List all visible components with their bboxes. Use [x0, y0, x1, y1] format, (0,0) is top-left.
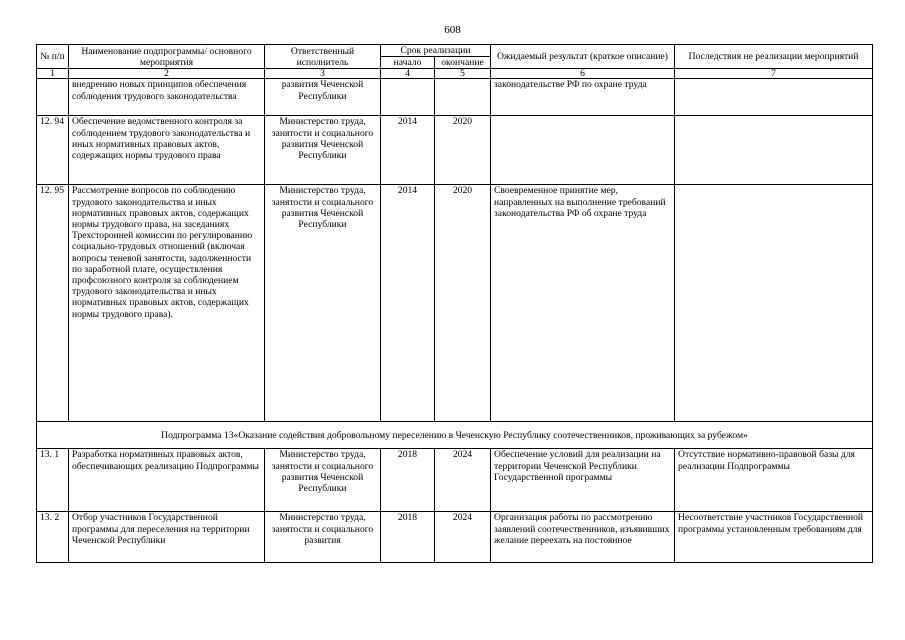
row-consequences: Отсутствие нормативно-правовой базы для реализации Подпрограммы	[675, 449, 873, 512]
header-name: Наименование подпрограммы/ основного мероприятия	[69, 45, 265, 69]
row-name: Обеспечение ведомственного контроля за соблюдением трудового законодательства и иных нормативных правовых актов, содержащих нормы трудового права	[69, 116, 265, 185]
row-number: 13. 1	[37, 449, 69, 512]
column-numbers-row	[37, 69, 873, 79]
row-name: Отбор участников Государственной программы для переселения на территории Чеченской Республики	[69, 512, 265, 563]
header-period: Срок реализации	[381, 45, 491, 57]
header-no: № п/п	[37, 45, 69, 69]
row-end: 2020	[435, 116, 491, 185]
row-consequences	[675, 116, 873, 185]
row-name: внедрению новых принципов обеспечения соблюдения трудового законодательства	[69, 79, 265, 116]
row-end	[435, 79, 491, 116]
row-result: Своевременное принятие мер, направленных на выполнение требований законодательства РФ об охране труда	[491, 185, 675, 422]
row-number: 13. 2	[37, 512, 69, 563]
row-start: 2018	[381, 512, 435, 563]
row-end: 2020	[435, 185, 491, 422]
column-number: 4	[381, 69, 435, 79]
table-row	[37, 449, 873, 512]
row-consequences: Несоответствие участников Государственной программы установленным требованиям для	[675, 512, 873, 563]
header-result: Ожидаемый результат (краткое описание)	[491, 45, 675, 69]
column-number: 2	[69, 69, 265, 79]
row-consequences	[675, 185, 873, 422]
column-number: 7	[675, 69, 873, 79]
row-start: 2014	[381, 116, 435, 185]
row-number	[37, 79, 69, 116]
table-row	[37, 79, 873, 116]
row-responsible: развития Чеченской Республики	[265, 79, 381, 116]
subprogram-row	[37, 422, 873, 449]
row-result: законодательстве РФ по охране труда	[491, 79, 675, 116]
row-result: Обеспечение условий для реализации на территории Чеченской Республики Государственной программы	[491, 449, 675, 512]
table-row	[37, 185, 873, 422]
row-name: Разработка нормативных правовых актов, обеспечивающих реализацию Подпрограммы	[69, 449, 265, 512]
header-consequences: Последствия не реализации мероприятий	[675, 45, 873, 69]
column-number: 5	[435, 69, 491, 79]
row-end: 2024	[435, 449, 491, 512]
header-end: окончание	[435, 57, 491, 69]
row-end: 2024	[435, 512, 491, 563]
program-table	[36, 44, 873, 563]
row-name: Рассмотрение вопросов по соблюдению трудового законодательства и иных нормативных правовых актов, содержащих нормы трудового права, на заседаниях Трехсторонней комиссии по регулированию социально-трудовых отношений (включая вопросы теневой занятости, задолженности по заработной плате, осуществления профсоюзного контроля за соблюдением трудового законодательства и иных нормативных правовых актов, содержащих нормы трудового права).	[69, 185, 265, 422]
row-consequences	[675, 79, 873, 116]
row-start: 2014	[381, 185, 435, 422]
table-row	[37, 116, 873, 185]
row-responsible: Министерство труда, занятости и социального развития	[265, 512, 381, 563]
column-number: 3	[265, 69, 381, 79]
row-number: 12. 94	[37, 116, 69, 185]
column-number: 6	[491, 69, 675, 79]
row-start	[381, 79, 435, 116]
row-number: 12. 95	[37, 185, 69, 422]
row-start: 2018	[381, 449, 435, 512]
header-responsible: Ответственный исполнитель	[265, 45, 381, 69]
header-start: начало	[381, 57, 435, 69]
table-row	[37, 512, 873, 563]
row-responsible: Министерство труда, занятости и социального развития Чеченской Республики	[265, 449, 381, 512]
row-result: Организация работы по рассмотрению заявлений соотечественников, изъявивших желание переехать на постоянное	[491, 512, 675, 563]
column-number: 1	[37, 69, 69, 79]
subprogram-title: Подпрограмма 13«Оказание содействия добровольному переселению в Чеченскую Республику соотечественников, проживающих за рубежом»	[37, 422, 873, 449]
row-result	[491, 116, 675, 185]
page-number: 608	[444, 24, 461, 36]
row-responsible: Министерство труда, занятости и социального развития Чеченской Республики	[265, 116, 381, 185]
row-responsible: Министерство труда, занятости и социального развития Чеченской Республики	[265, 185, 381, 422]
header-row	[37, 45, 873, 57]
